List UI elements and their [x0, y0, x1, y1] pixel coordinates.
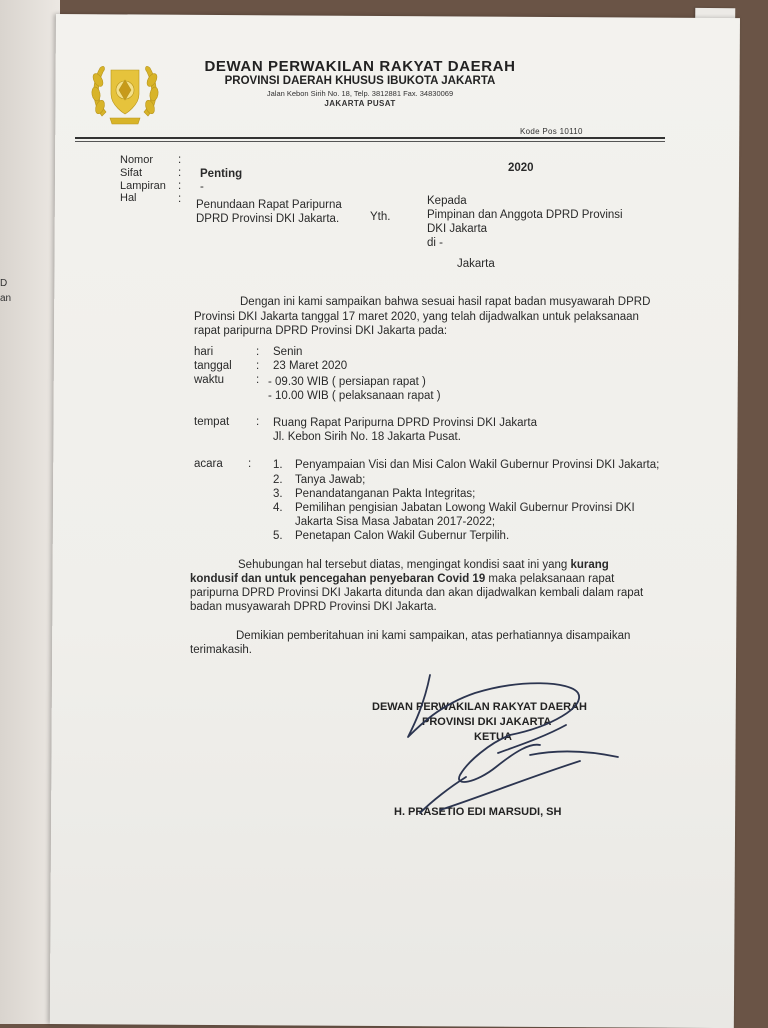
intro-text: rapat paripurna DPRD Provinsi DKI Jakarta pada:: [194, 325, 448, 337]
sifat-value: Penting: [200, 168, 243, 180]
hari-value: Senin: [273, 346, 303, 358]
postponement-text: [190, 573, 614, 585]
letterhead-subtitle: PROVINSI DAERAH KHUSUS IBUKOTA JAKARTA: [224, 75, 496, 87]
colon: :: [256, 360, 260, 372]
postponement-text: [238, 559, 609, 571]
kepada-label: Kepada: [427, 195, 467, 207]
postponement-text-bold: kondusif dan untuk pencegahan penyebaran Covid 19: [190, 573, 486, 585]
recipient-line: Pimpinan dan Anggota DPRD Provinsi: [427, 209, 623, 221]
signatory-org: DEWAN PERWAKILAN RAKYAT DAERAH: [372, 701, 587, 713]
colon: :: [256, 374, 260, 386]
letterhead-title: DEWAN PERWAKILAN RAKYAT DAERAH: [204, 58, 516, 75]
postponement-text-bold: kurang: [570, 559, 609, 571]
hari-label: hari: [194, 346, 214, 358]
agenda-item-continued: Jakarta Sisa Masa Jabatan 2017-2022;: [295, 516, 496, 528]
letterhead-rule-thin: [75, 141, 665, 142]
intro-text: Provinsi DKI Jakarta tanggal 17 maret 2020, yang telah dijadwalkan untuk pelaksanaan: [194, 311, 639, 323]
postponement-text: badan musyawarah DPRD Provinsi DKI Jakarta.: [190, 601, 437, 613]
edge-text: an: [0, 293, 12, 304]
dprd-emblem-icon: [88, 54, 162, 128]
colon: :: [178, 193, 182, 205]
agenda-number: 1.: [273, 459, 283, 471]
waktu-value: - 10.00 WIB ( pelaksanaan rapat ): [268, 390, 441, 402]
colon: :: [178, 167, 182, 179]
letter-year: 2020: [508, 162, 534, 174]
agenda-item: Pemilihan pengisian Jabatan Lowong Wakil Gubernur Provinsi DKI: [295, 502, 635, 514]
signatory-region: PROVINSI DKI JAKARTA: [422, 716, 552, 728]
postal-code: Kode Pos 10110: [520, 127, 583, 136]
recipient-di: di -: [427, 237, 443, 249]
tempat-value: Jl. Kebon Sirih No. 18 Jakarta Pusat.: [273, 431, 461, 443]
hal-value: DPRD Provinsi DKI Jakarta.: [196, 213, 340, 225]
agenda-number: 4.: [273, 502, 283, 514]
waktu-value: - 09.30 WIB ( persiapan rapat ): [268, 376, 426, 388]
recipient-city: Jakarta: [457, 258, 495, 270]
signatory-position: KETUA: [474, 731, 512, 743]
colon: :: [248, 458, 252, 470]
agenda-item: Penandatanganan Pakta Integritas;: [295, 488, 476, 500]
agenda-item: Penyampaian Visi dan Misi Calon Wakil Gubernur Provinsi DKI Jakarta;: [295, 459, 660, 471]
tempat-label: tempat: [194, 416, 230, 428]
tanggal-value: 23 Maret 2020: [273, 360, 348, 372]
signatory-name: H. PRASETIO EDI MARSUDI, SH: [394, 806, 562, 818]
sifat-label: Sifat: [120, 167, 143, 179]
agenda-number: 5.: [273, 530, 283, 542]
letterhead-address: Jalan Kebon Sirih No. 18, Telp. 3812881 Fax. 34830069: [266, 89, 454, 98]
edge-text: D: [0, 278, 8, 289]
closing-text: Demikian pemberitahuan ini kami sampaikan, atas perhatiannya disampaikan: [236, 630, 631, 642]
acara-label: acara: [194, 458, 223, 470]
handwritten-signature: [380, 665, 640, 825]
nomor-label: Nomor: [120, 154, 154, 166]
agenda-number: 2.: [273, 474, 283, 486]
colon: :: [178, 154, 182, 166]
postponement-text: paripurna DPRD Provinsi DKI Jakarta ditunda dan akan dijadwalkan kembali dalam rapat: [190, 587, 644, 599]
agenda-item: Penetapan Calon Wakil Gubernur Terpilih.: [295, 530, 510, 542]
intro-text: Dengan ini kami sampaikan bahwa sesuai hasil rapat badan musyawarah DPRD: [240, 296, 651, 308]
hal-label: Hal: [120, 192, 137, 204]
agenda-number: 3.: [273, 488, 283, 500]
tanggal-label: tanggal: [194, 360, 232, 372]
letterhead-city: JAKARTA PUSAT: [324, 99, 396, 108]
colon: :: [256, 416, 260, 428]
lampiran-value: -: [200, 181, 204, 193]
postponement-text-part: Sehubungan hal tersebut diatas, mengingat kondisi saat ini yang: [238, 559, 571, 571]
hal-value: Penundaan Rapat Paripurna: [196, 199, 342, 211]
recipient-line: DKI Jakarta: [427, 223, 488, 235]
agenda-item: Tanya Jawab;: [295, 474, 366, 486]
colon: :: [256, 346, 260, 358]
waktu-label: waktu: [194, 374, 225, 386]
closing-text: terimakasih.: [190, 644, 252, 656]
colon: :: [178, 180, 182, 192]
letterhead-rule: [75, 137, 665, 139]
postponement-text-part: maka pelaksanaan rapat: [485, 573, 615, 585]
tempat-value: Ruang Rapat Paripurna DPRD Provinsi DKI Jakarta: [273, 417, 537, 429]
lampiran-label: Lampiran: [120, 180, 166, 192]
yth-label: Yth.: [370, 211, 391, 223]
